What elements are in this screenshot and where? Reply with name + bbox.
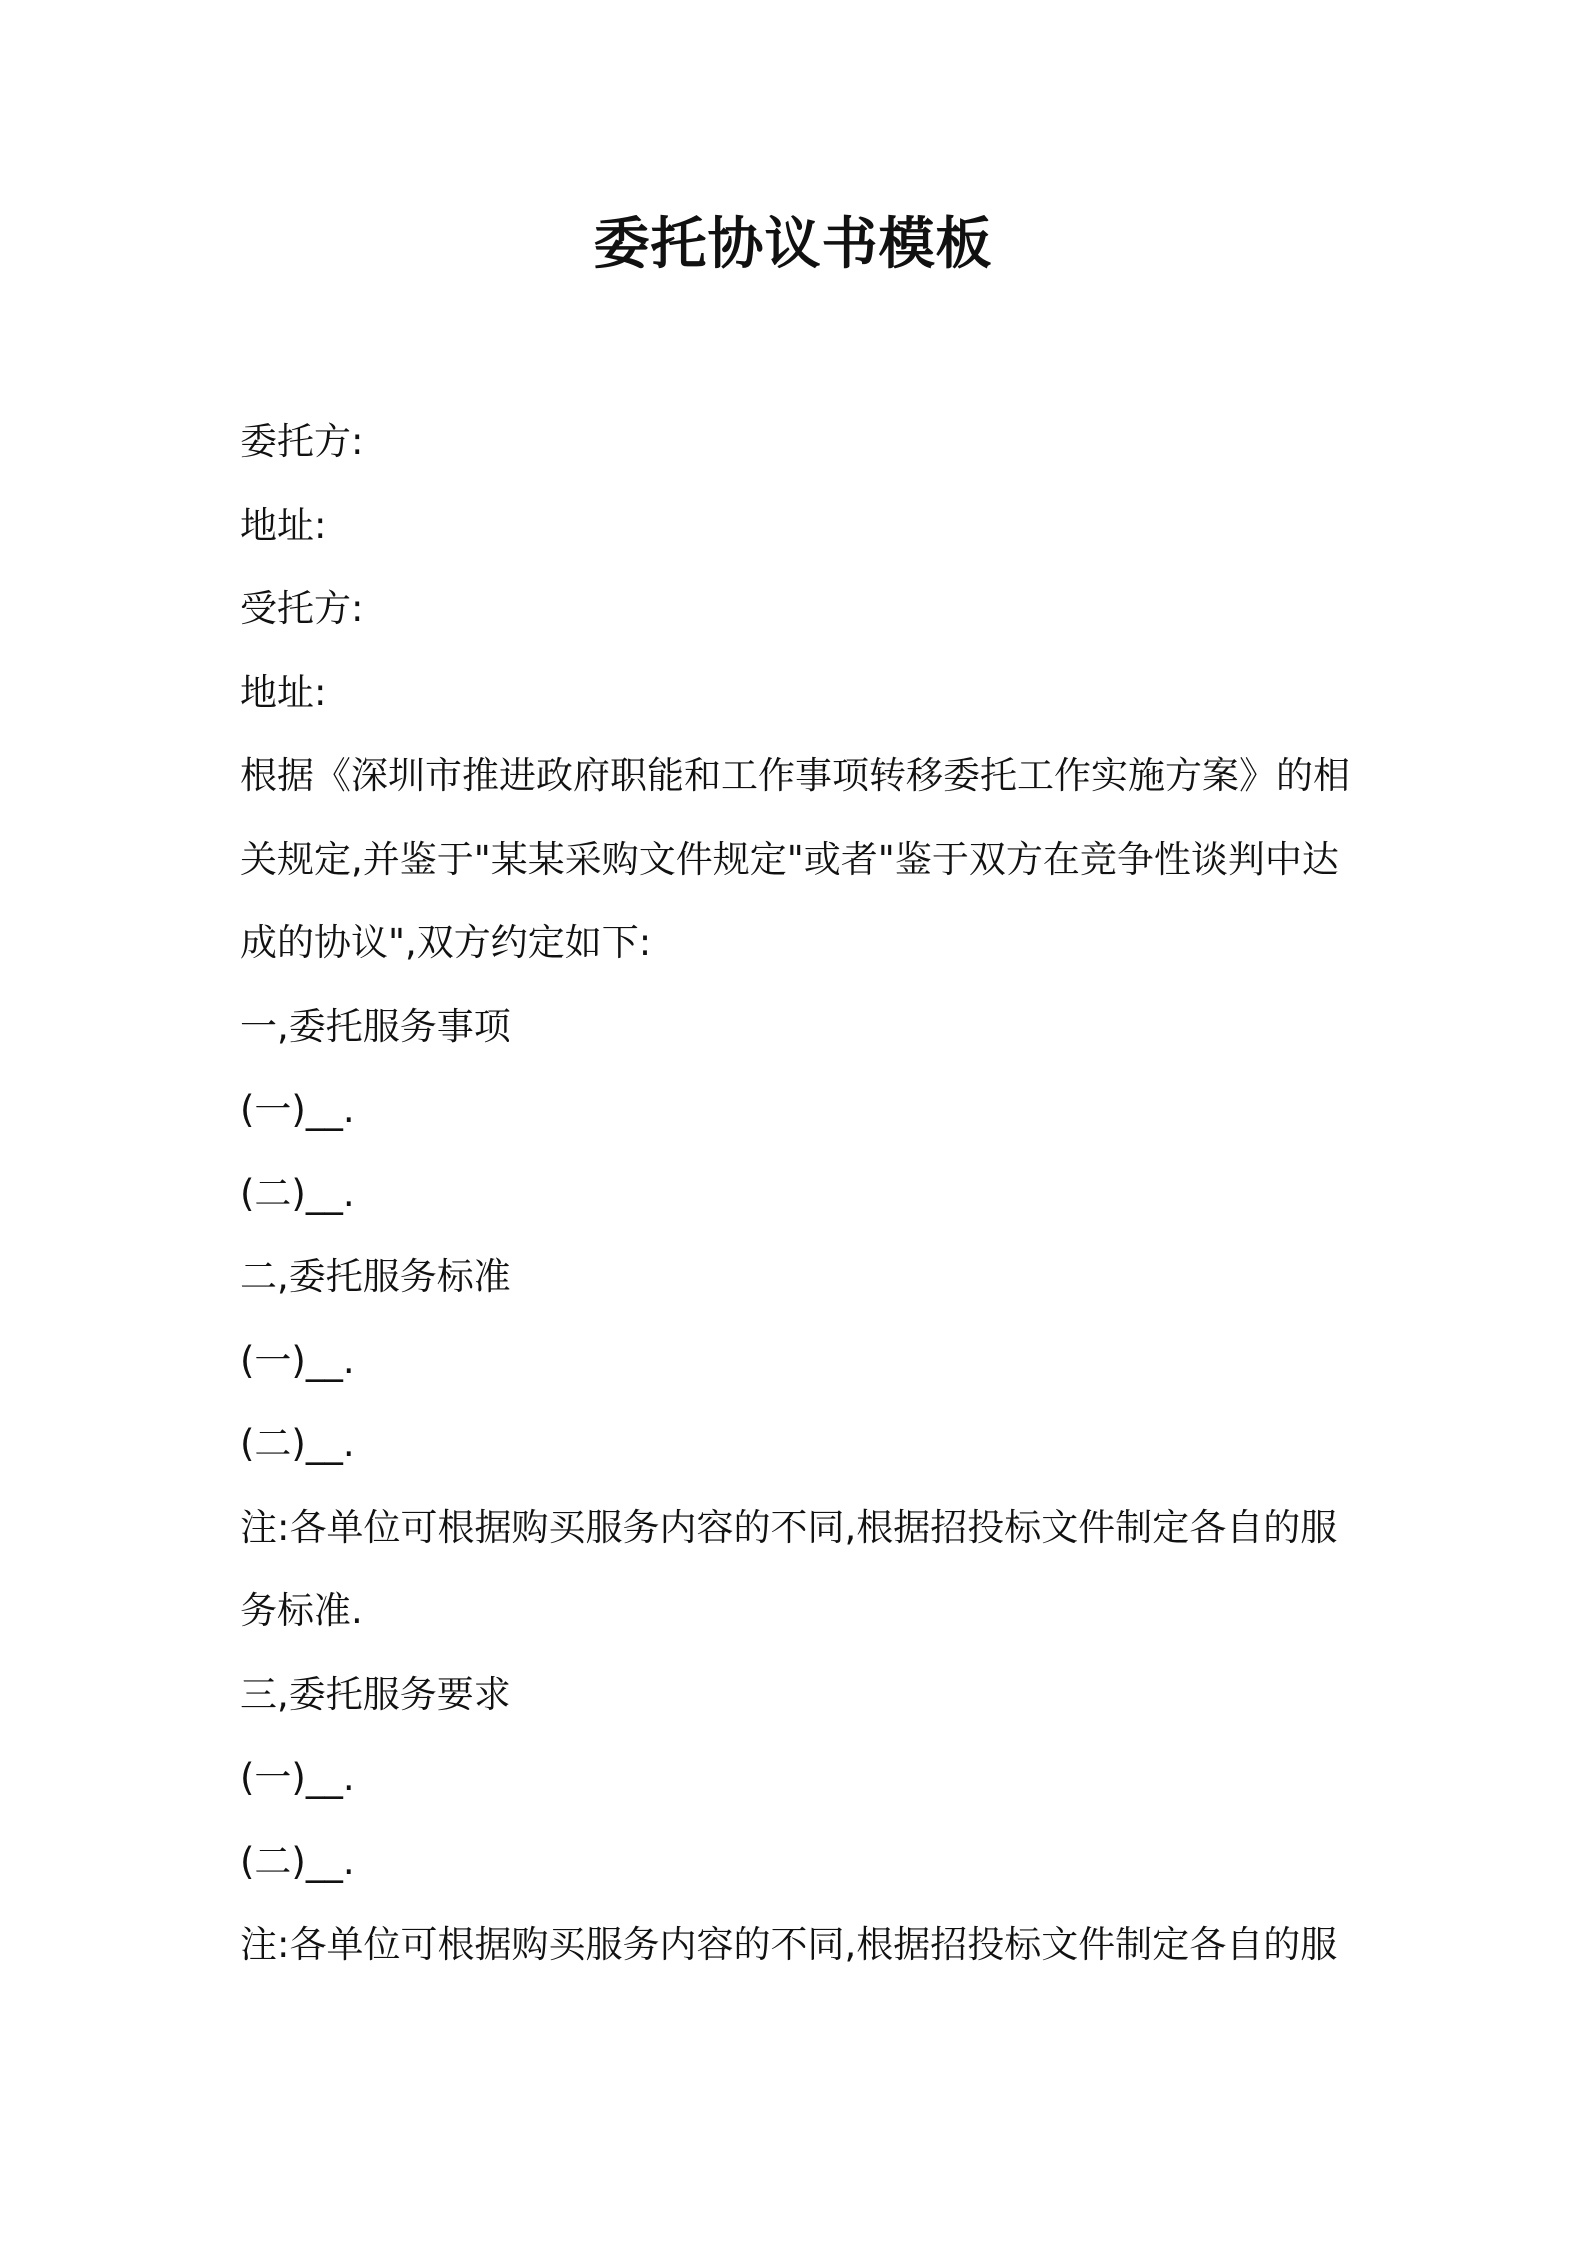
note-paragraph: 注:各单位可根据购买服务内容的不同,根据招投标文件制定各自的服务标准.: [240, 1505, 1338, 1632]
trustee-address-label: 地址:: [240, 670, 327, 714]
preamble-paragraph: 根据《深圳市推进政府职能和工作事项转移委托工作实施方案》的相关规定,并鉴于"某某采购文件规定"或者"鉴于双方在竞争性谈判中达成的协议",双方约定如下:: [240, 754, 1350, 964]
list-item: (一)__.: [240, 1088, 355, 1131]
note-paragraph: 注:各单位可根据购买服务内容的不同,根据招投标文件制定各自的服: [240, 1923, 1338, 1966]
trustee-label: 受托方:: [240, 587, 364, 630]
list-item: (二)__.: [240, 1422, 355, 1465]
client-label: 委托方:: [240, 420, 364, 463]
list-item: (一)__.: [240, 1338, 355, 1382]
list-item: (二)__.: [240, 1171, 355, 1215]
list-item: (一)__.: [240, 1756, 355, 1799]
section-heading-service-standards: 二,委托服务标准: [240, 1255, 511, 1298]
list-item: (二)__.: [240, 1839, 355, 1883]
section-heading-service-requirements: 三,委托服务要求: [240, 1672, 511, 1716]
document-title: 委托协议书模板: [593, 212, 993, 277]
section-heading-service-items: 一,委托服务事项: [240, 1004, 511, 1048]
client-address-label: 地址:: [240, 503, 327, 547]
document-body: [240, 400, 1350, 1987]
